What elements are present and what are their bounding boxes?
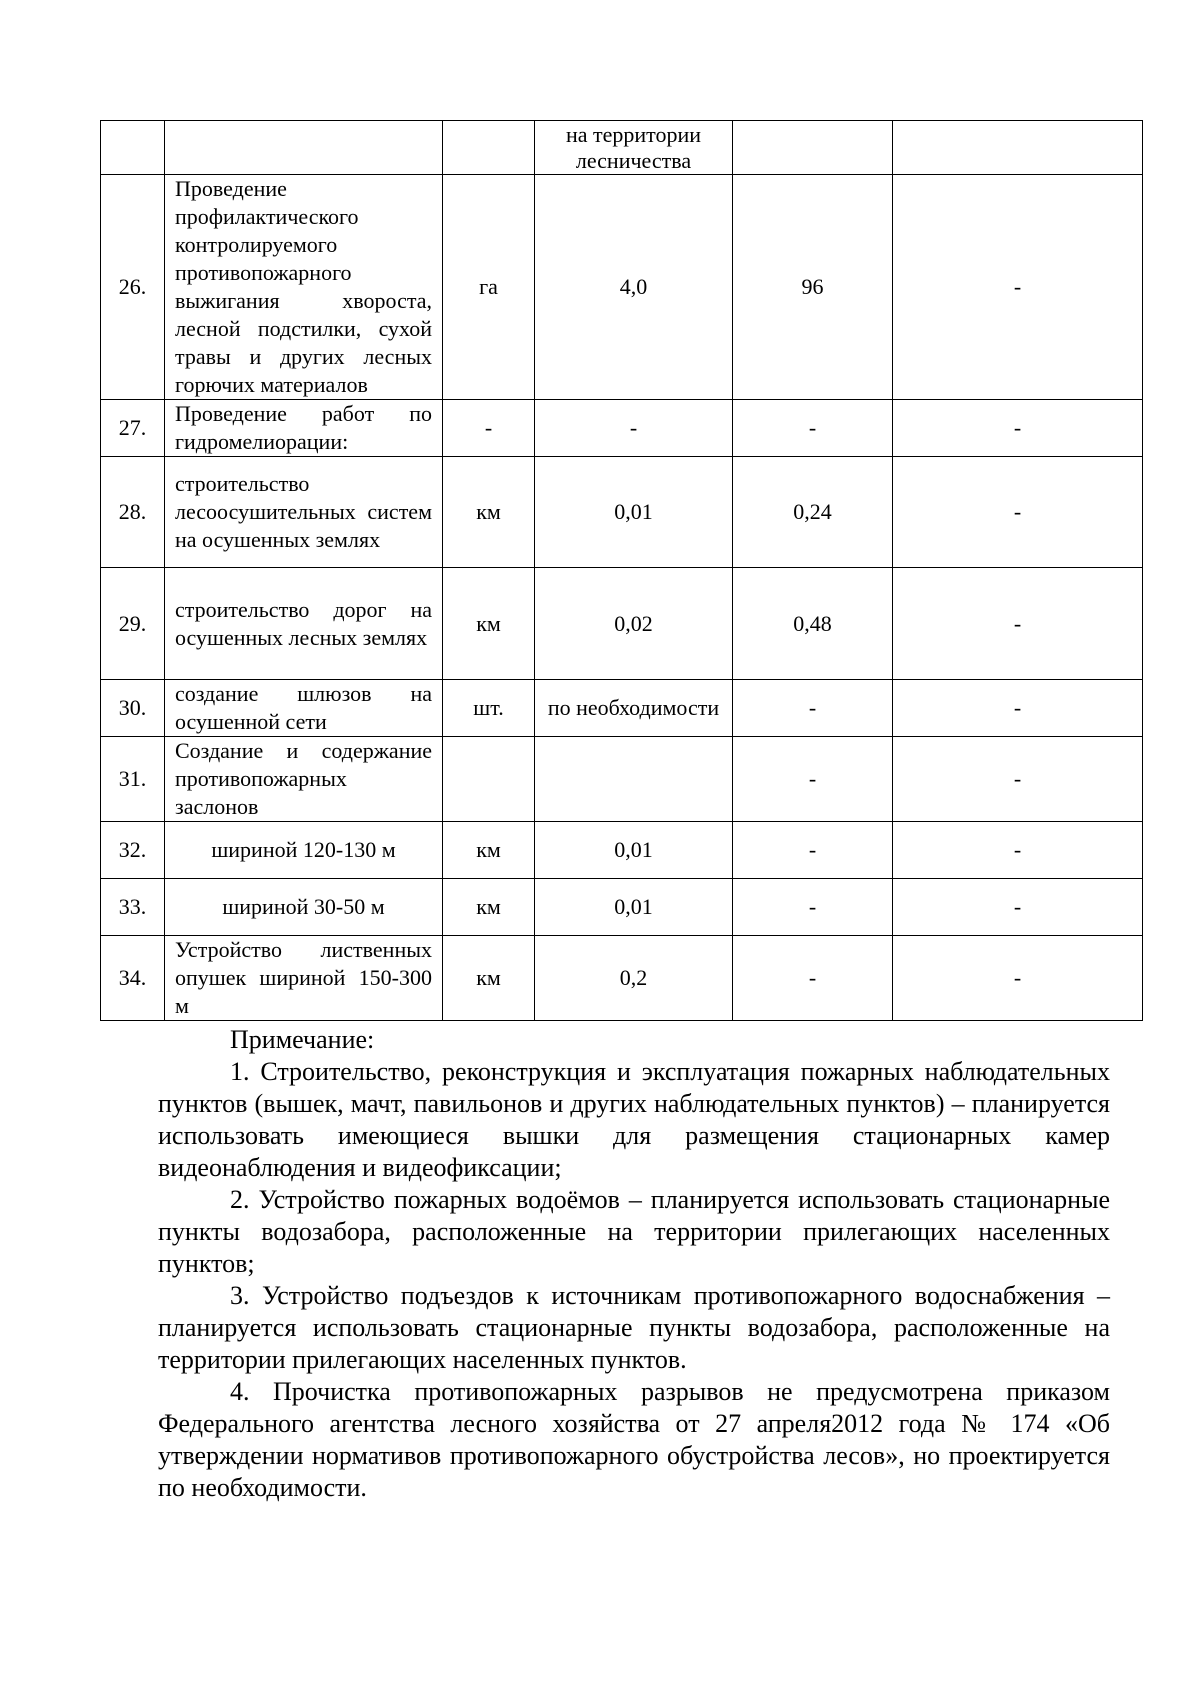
row-extra [893, 121, 1143, 175]
row-total: - [733, 879, 893, 936]
table-row [101, 822, 1143, 879]
row-extra: - [893, 936, 1143, 1021]
row-unit [443, 737, 535, 822]
row-extra: - [893, 822, 1143, 879]
row-name: Создание и содержание противопожарных заслонов [165, 737, 443, 822]
row-total: - [733, 400, 893, 457]
row-total: 0,48 [733, 568, 893, 680]
note-item: 4. Прочистка противопожарных разрывов не предусмотрена приказом Федерального агентства лесного хозяйства от 27 апреля2012 года № 174 «Об утверждении нормативов противопожарного обустройства лесов», но проектируется по необходимости. [158, 1377, 1110, 1502]
measures-table [100, 120, 1143, 1021]
row-unit: км [443, 936, 535, 1021]
row-value: - [535, 400, 733, 457]
table-row [101, 457, 1143, 568]
row-extra: - [893, 400, 1143, 457]
row-unit: км [443, 879, 535, 936]
table-row [101, 175, 1143, 400]
row-value: 0,01 [535, 822, 733, 879]
row-extra: - [893, 568, 1143, 680]
note-item: 2. Устройство пожарных водоёмов – планируется использовать стационарные пункты водозабора, расположенные на территории прилегающих населенных пунктов; [158, 1185, 1110, 1278]
notes-section [158, 1024, 1110, 1504]
row-extra: - [893, 737, 1143, 822]
row-number: 27. [101, 400, 165, 457]
row-number: 33. [101, 879, 165, 936]
table-row [101, 121, 1143, 175]
row-number: 26. [101, 175, 165, 400]
row-unit: км [443, 822, 535, 879]
row-value: 0,2 [535, 936, 733, 1021]
row-extra: - [893, 457, 1143, 568]
note-item: 1. Строительство, реконструкция и эксплуатация пожарных наблюдательных пунктов (вышек, мачт, павильонов и других наблюдательных пунктов) – планируется использовать имеющиеся вышки для размещения стационарных камер видеонаблюдения и видеофиксации; [158, 1057, 1110, 1182]
row-value: 0,02 [535, 568, 733, 680]
row-name: Проведение профилактического контролируемого противопожарного выжигания хвороста, лесной подстилки, сухой травы и других лесных горючих материалов [165, 175, 443, 400]
note-item: 3. Устройство подъездов к источникам противопожарного водоснабжения – планируется использовать стационарные пункты водозабора, расположенные на территории прилегающих населенных пунктов. [158, 1281, 1110, 1374]
row-number: 28. [101, 457, 165, 568]
table-row [101, 879, 1143, 936]
row-unit: км [443, 457, 535, 568]
table-row [101, 936, 1143, 1021]
notes-title: Примечание: [230, 1025, 375, 1054]
row-name: Проведение работ по гидромелиорации: [165, 400, 443, 457]
row-unit: шт. [443, 680, 535, 737]
row-total: - [733, 737, 893, 822]
row-total: - [733, 936, 893, 1021]
row-name: шириной 30-50 м [165, 879, 443, 936]
table-row [101, 680, 1143, 737]
row-number: 29. [101, 568, 165, 680]
row-name: строительство дорог на осушенных лесных землях [165, 568, 443, 680]
row-value: 0,01 [535, 879, 733, 936]
row-name [165, 121, 443, 175]
row-total [733, 121, 893, 175]
row-value: на территории лесничества [535, 121, 733, 175]
row-name: создание шлюзов на осушенной сети [165, 680, 443, 737]
row-number: 30. [101, 680, 165, 737]
row-total: - [733, 822, 893, 879]
row-value [535, 737, 733, 822]
row-number: 34. [101, 936, 165, 1021]
row-extra: - [893, 879, 1143, 936]
row-value: по необходимости [535, 680, 733, 737]
row-name: Устройство лиственных опушек шириной 150-300 м [165, 936, 443, 1021]
row-extra: - [893, 680, 1143, 737]
row-total: 0,24 [733, 457, 893, 568]
row-name: шириной 120-130 м [165, 822, 443, 879]
row-unit: га [443, 175, 535, 400]
row-number [101, 121, 165, 175]
row-number: 31. [101, 737, 165, 822]
row-total: 96 [733, 175, 893, 400]
row-name: строительство лесоосушительных систем на осушенных землях [165, 457, 443, 568]
row-total: - [733, 680, 893, 737]
row-unit: - [443, 400, 535, 457]
table-row [101, 400, 1143, 457]
row-extra: - [893, 175, 1143, 400]
row-unit [443, 121, 535, 175]
table-row [101, 737, 1143, 822]
row-unit: км [443, 568, 535, 680]
row-value: 0,01 [535, 457, 733, 568]
row-number: 32. [101, 822, 165, 879]
row-value: 4,0 [535, 175, 733, 400]
table-row [101, 568, 1143, 680]
